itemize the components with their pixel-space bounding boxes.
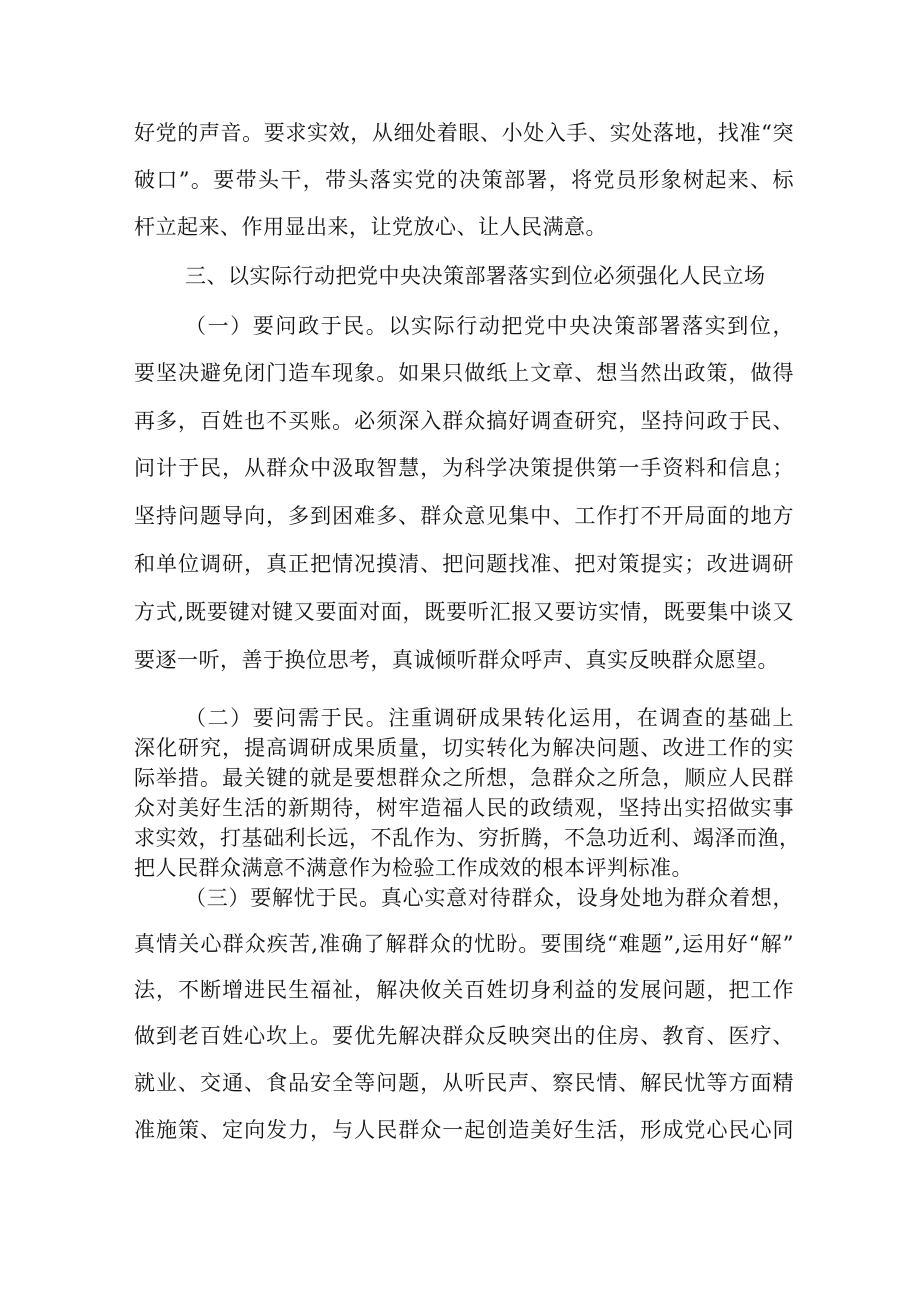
text-line: 际举措。最关键的就是要想群众之所想，急群众之所急，顺应人民群 — [134, 766, 794, 790]
text-line: 准施策、定向发力，与人民群众一起创造美好生活，形成党心民心同 — [134, 1118, 794, 1142]
text-line: 就业、交通、食品安全等问题，从听民声、察民情、解民忧等方面精 — [134, 1071, 794, 1095]
section-heading: 三、以实际行动把党中央决策部署落实到位必须强化人民立场 — [185, 264, 766, 288]
text-line: 把人民群众满意不满意作为检验工作成效的根本评判标准。 — [134, 856, 693, 880]
text-line: 要逐一听，善于换位思考，真诚倾听群众呼声、真实反映群众愿望。 — [134, 648, 779, 672]
text-line: 再多，百姓也不买账。必须深入群众搞好调查研究，坚持问政于民、 — [134, 409, 794, 433]
subsection-first-line: （三）要解忧于民。真心实意对待群众，设身处地为群众着想， — [185, 886, 794, 910]
text-line: 真情关心群众疾苦,准确了解群众的忧盼。要围绕“难题”,运用好“解” — [134, 932, 794, 956]
text-line: 众对美好生活的新期待，树牢造福人民的政绩观，坚持出实招做实事 — [134, 796, 794, 820]
text-line: 深化研究，提高调研成果质量，切实转化为解决问题、改进工作的实 — [134, 736, 794, 760]
text-line: 要坚决避免闭门造车现象。如果只做纸上文章、想当然出政策，做得 — [134, 361, 794, 385]
text-line: 方式,既要键对键又要面对面，既要听汇报又要访实情，既要集中谈又 — [134, 600, 794, 624]
text-line: 杆立起来、作用显出来，让党放心、让人民满意。 — [134, 215, 607, 239]
subsection-first-line: （二）要问需于民。注重调研成果转化运用，在调查的基础上 — [185, 706, 794, 730]
text-line: 和单位调研，真正把情况摸清、把问题找准、把对策提实；改进调研 — [134, 552, 794, 576]
text-line: 法，不断增进民生福祉，解决攸关百姓切身利益的发展问题，把工作 — [134, 978, 794, 1002]
text-line: 问计于民，从群众中汲取智慧，为科学决策提供第一手资料和信息； — [134, 456, 794, 480]
text-line: 做到老百姓心坎上。要优先解决群众反映突出的住房、教育、医疗、 — [134, 1024, 794, 1048]
text-line: 求实效，打基础利长远，不乱作为、穷折腾，不急功近利、竭泽而渔， — [134, 826, 801, 850]
text-line: 好党的声音。要求实效，从细处着眼、小处入手、实处落地，找准“突 — [134, 121, 794, 145]
text-line: 坚持问题导向，多到困难多、群众意见集中、工作打不开局面的地方 — [134, 504, 794, 528]
subsection-first-line: （一）要问政于民。以实际行动把党中央决策部署落实到位， — [185, 314, 794, 338]
text-line: 破口”。要带头干，带头落实党的决策部署，将党员形象树起来、标 — [134, 168, 794, 192]
